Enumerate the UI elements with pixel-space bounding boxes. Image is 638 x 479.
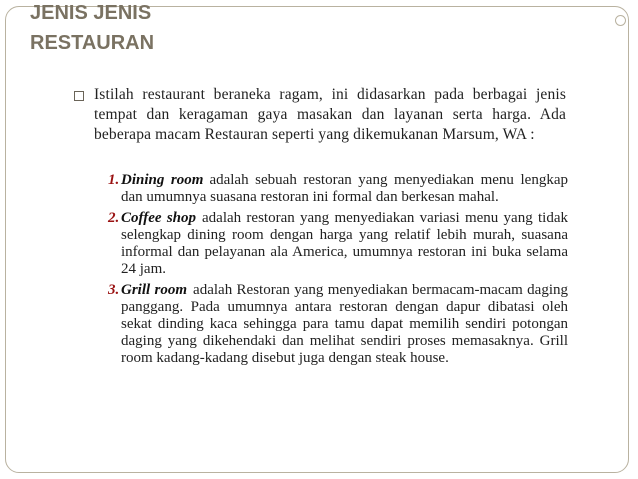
item-number: 2. <box>108 210 120 226</box>
title-line-2: RESTAURAN <box>30 32 155 54</box>
item-term: Grill room <box>121 282 188 298</box>
item-description: adalah sebuah restoran yang menyediakan menu lengkap dan umumnya suasana restoran ini formal dan berkesan mahal. <box>121 172 568 205</box>
item-term: Dining room <box>121 172 204 188</box>
item-term: Coffee shop <box>121 210 196 226</box>
item-number: 3. <box>108 282 120 298</box>
square-bullet-icon <box>74 91 84 101</box>
list-item-coffee-shop <box>108 210 568 278</box>
restaurant-type-list <box>108 172 568 371</box>
corner-dot-icon <box>615 15 626 26</box>
item-number: 1. <box>108 172 120 188</box>
title-line-1: JENIS JENIS <box>30 2 152 24</box>
list-item-grill-room <box>108 282 568 367</box>
slide-title <box>30 0 154 58</box>
item-description: adalah restoran yang menyediakan variasi menu yang tidak selengkap dining room dengan harga yang relatif lebih murah, suasana informal dan pelayanan ala America, umumnya restoran ini buka selama 24 jam. <box>121 210 568 277</box>
intro-paragraph: Istilah restaurant beraneka ragam, ini didasarkan pada berbagai jenis tempat dan keragaman gaya masakan dan layanan serta harga. Ada beberapa macam Restauran seperti yang dikemukanan Marsum, WA : <box>94 86 566 143</box>
list-item-dining-room <box>108 172 568 206</box>
item-description: adalah Restoran yang menyediakan bermacam-macam daging panggang. Pada umumnya antara restoran dengan dapur dibatasi oleh sekat dinding kaca sehingga para tamu dapat memilih sendiri potongan daging yang dikehendaki dan melihat sendiri proses memasaknya. Grill room kadang-kadang disebut juga dengan steak house. <box>121 282 568 366</box>
